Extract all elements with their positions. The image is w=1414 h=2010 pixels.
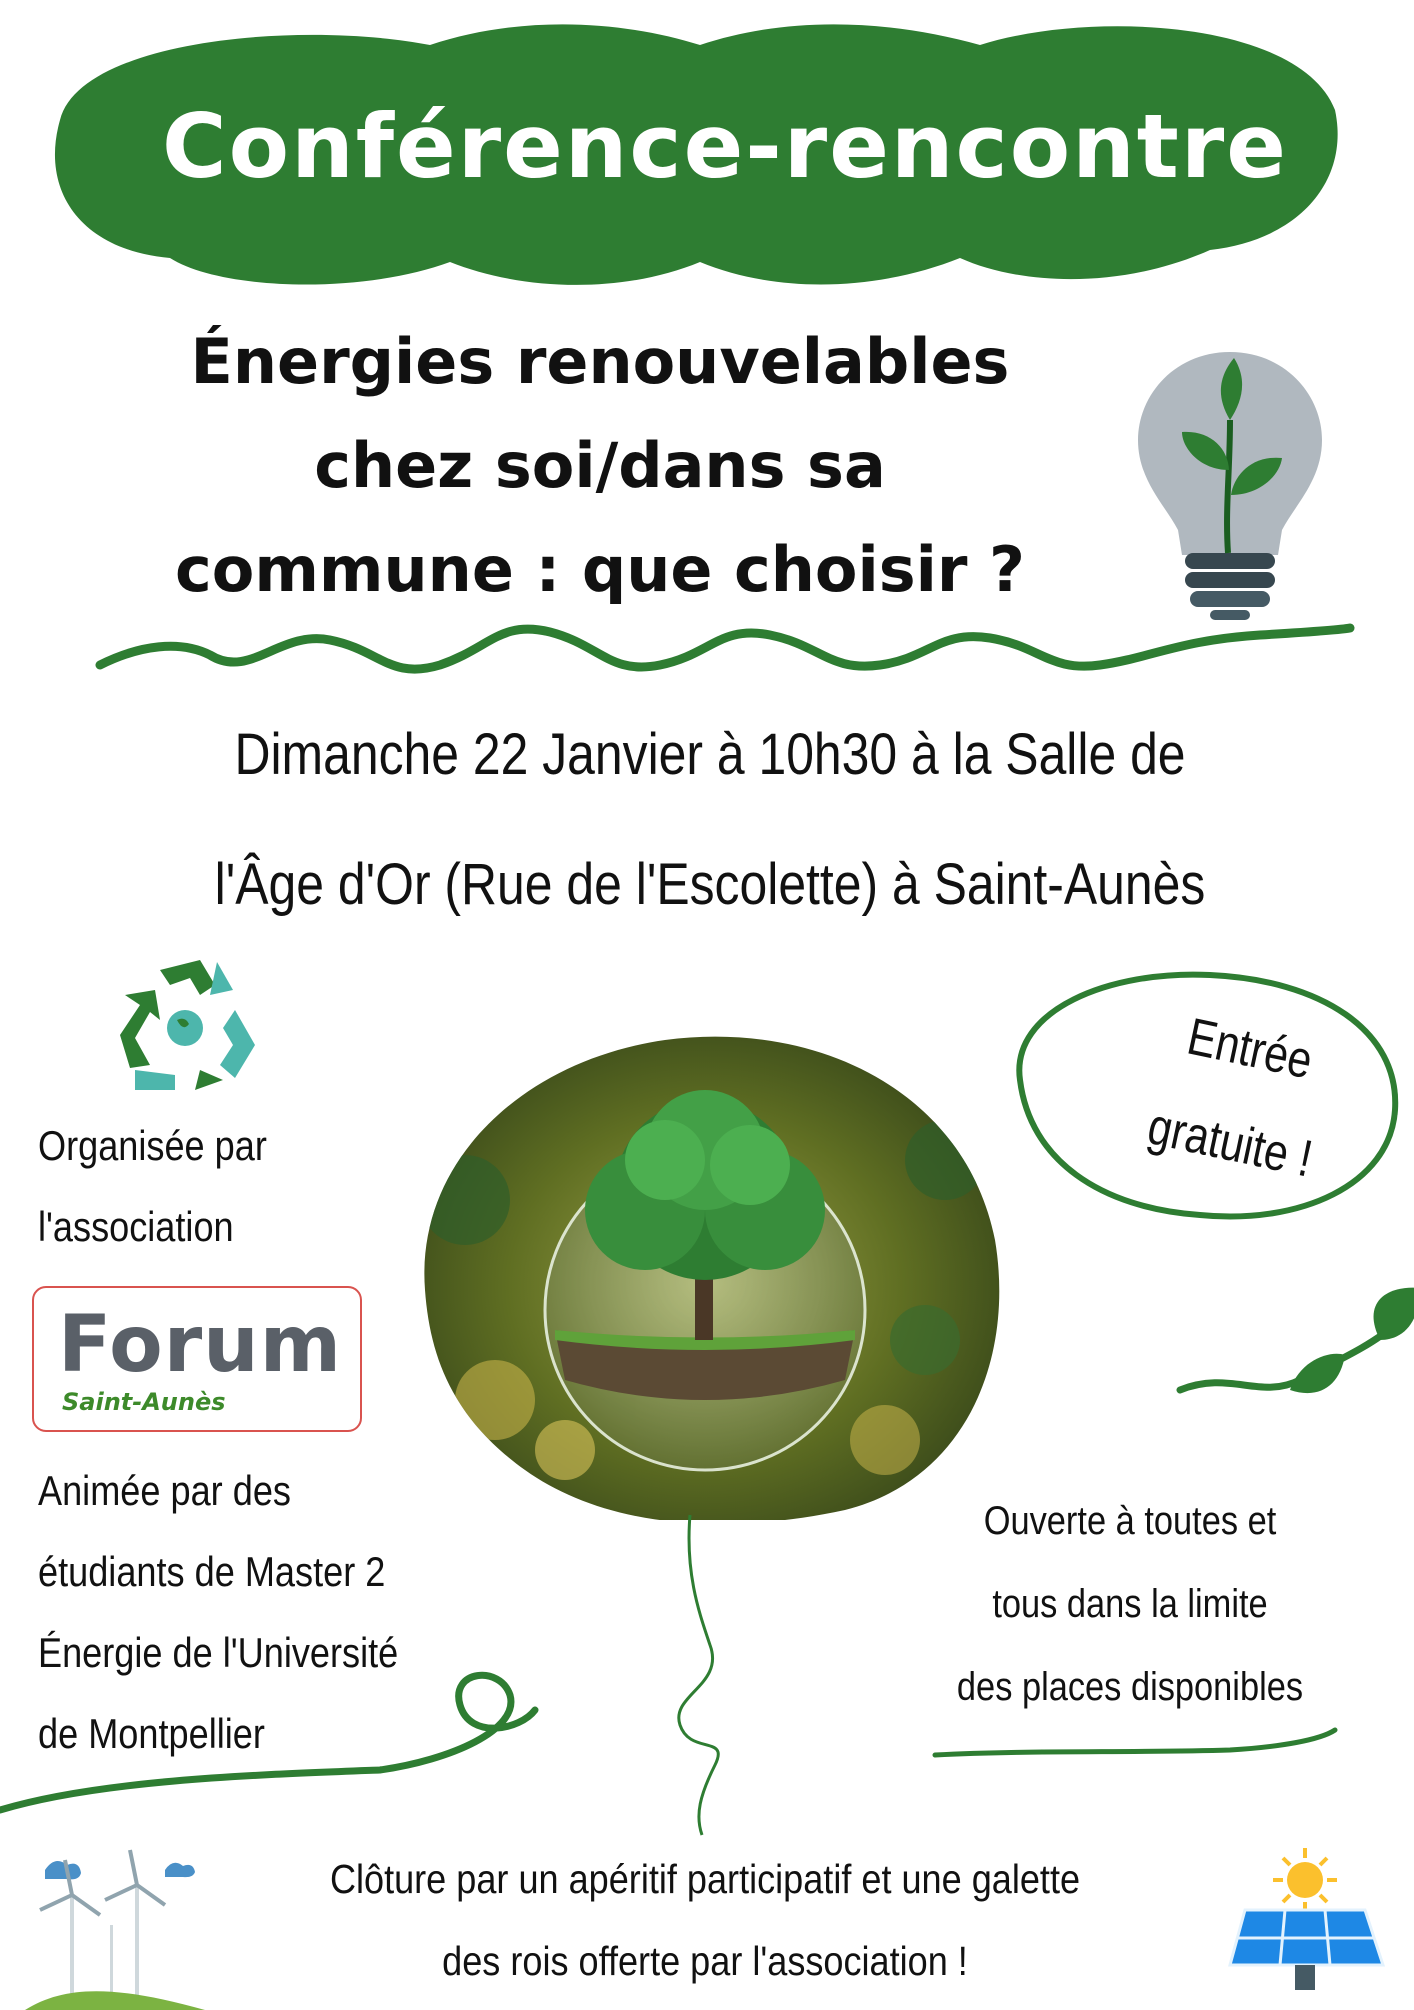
subtitle-line-1: Énergies renouvelables bbox=[190, 325, 1010, 398]
closing-text bbox=[287, 1838, 1123, 2002]
event-details bbox=[151, 690, 1269, 950]
balloon-string bbox=[650, 1515, 770, 1835]
leaf-branch-icon bbox=[1170, 1280, 1410, 1440]
forum-logo-subtitle: Saint-Aunès bbox=[62, 1388, 226, 1416]
wind-turbine-icon bbox=[25, 1840, 205, 2010]
forum-logo-word: Forum bbox=[58, 1300, 342, 1390]
closing-line-1: Clôture par un apéritif participatif et une galette bbox=[329, 1856, 1081, 1902]
access-line-2: tous dans la limite bbox=[992, 1582, 1268, 1626]
hosts-line-2: étudiants de Master 2 bbox=[38, 1548, 386, 1595]
access-line-3: des places disponibles bbox=[956, 1665, 1304, 1709]
access-underline bbox=[930, 1725, 1350, 1765]
lightbulb-plant-icon bbox=[1130, 340, 1330, 620]
subtitle bbox=[80, 310, 1120, 622]
subtitle-line-2: chez soi/dans sa bbox=[314, 429, 886, 502]
organizer-text bbox=[38, 1105, 322, 1267]
hosts-line-1: Animée par des bbox=[38, 1467, 291, 1514]
organizer-line-2: l'association bbox=[38, 1203, 234, 1250]
access-text bbox=[932, 1480, 1328, 1729]
entry-line-1: Entrée bbox=[1182, 1007, 1318, 1091]
event-line-1: Dimanche 22 Janvier à 10h30 à la Salle de bbox=[234, 722, 1186, 787]
hosts-line-3: Énergie de l'Université bbox=[38, 1629, 399, 1676]
hosts-line-4: de Montpellier bbox=[38, 1710, 265, 1757]
entry-line-2: gratuite ! bbox=[1142, 1097, 1318, 1189]
swirl-divider bbox=[0, 1660, 560, 1820]
solar-panel-icon bbox=[1225, 1840, 1395, 2000]
wavy-divider bbox=[100, 610, 1400, 690]
page-title: Conférence-rencontre bbox=[162, 95, 1288, 198]
organizer-line-1: Organisée par bbox=[38, 1122, 267, 1169]
closing-line-2: des rois offerte par l'association ! bbox=[442, 1938, 968, 1984]
tree-sphere-image bbox=[405, 1000, 1005, 1520]
access-line-1: Ouverte à toutes et bbox=[983, 1499, 1277, 1543]
forum-logo bbox=[32, 1286, 362, 1432]
event-line-2: l'Âge d'Or (Rue de l'Escolette) à Saint-Aunès bbox=[214, 852, 1206, 917]
recycle-globe-icon bbox=[105, 950, 265, 1100]
subtitle-line-3: commune : que choisir ? bbox=[174, 533, 1026, 606]
